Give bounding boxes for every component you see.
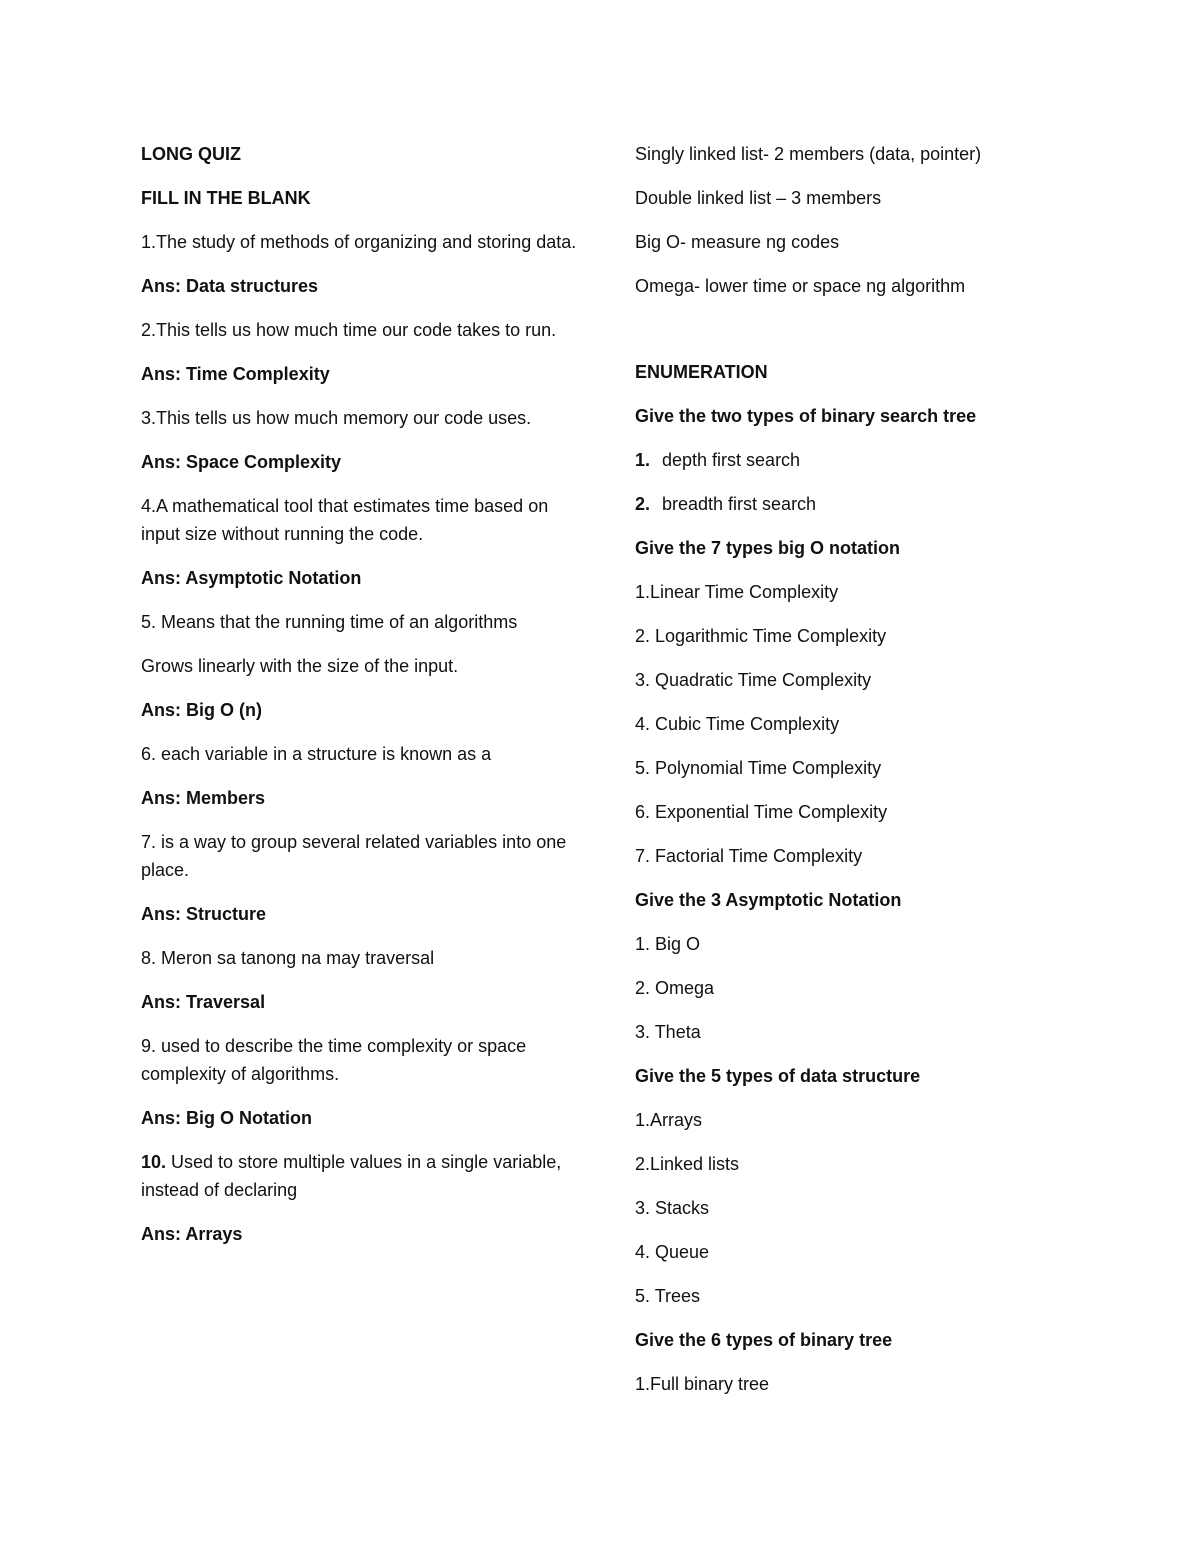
question-5: 5. Means that the running time of an algorithms <box>141 612 518 632</box>
answer-2: Ans: Time Complexity <box>141 364 330 384</box>
enum-text: breadth first search <box>662 494 817 514</box>
note-singly-linked-list: Singly linked list- 2 members (data, pointer) <box>635 144 982 164</box>
list-item: 3. Quadratic Time Complexity <box>635 670 872 690</box>
enum-heading-asymptotic-notation: Give the 3 Asymptotic Notation <box>635 890 902 910</box>
question-6: 6. each variable in a structure is known as a <box>141 744 492 764</box>
note-big-o: Big O- measure ng codes <box>635 232 840 252</box>
enum-item-1 <box>635 446 1065 474</box>
note-omega: Omega- lower time or space ng algorithm <box>635 276 966 296</box>
page-title: LONG QUIZ <box>141 144 241 164</box>
enum-heading-binary-tree-types: Give the 6 types of binary tree <box>635 1330 893 1350</box>
question-8: 8. Meron sa tanong na may traversal <box>141 948 435 968</box>
left-column <box>141 140 581 1264</box>
answer-3: Ans: Space Complexity <box>141 452 342 472</box>
answer-10: Ans: Arrays <box>141 1224 243 1244</box>
list-item: 2.Linked lists <box>635 1154 740 1174</box>
list-item: 6. Exponential Time Complexity <box>635 802 888 822</box>
list-item: 1.Arrays <box>635 1110 703 1130</box>
answer-8: Ans: Traversal <box>141 992 266 1012</box>
answer-4: Ans: Asymptotic Notation <box>141 568 362 588</box>
list-item: 1.Full binary tree <box>635 1374 770 1394</box>
enum-heading-big-o-types: Give the 7 types big O notation <box>635 538 901 558</box>
right-column <box>635 140 1065 1414</box>
question-7: 7. is a way to group several related variables into one place. <box>141 832 567 880</box>
list-item: 4. Cubic Time Complexity <box>635 714 840 734</box>
enum-heading-binary-search-tree: Give the two types of binary search tree <box>635 406 977 426</box>
question-9: 9. used to describe the time complexity or space complexity of algorithms. <box>141 1036 527 1084</box>
list-item: 5. Trees <box>635 1286 701 1306</box>
enum-number: 2. <box>635 494 651 514</box>
blank-spacer <box>635 316 1065 358</box>
question-1: 1.The study of methods of organizing and storing data. <box>141 232 577 252</box>
list-item: 5. Polynomial Time Complexity <box>635 758 882 778</box>
answer-7: Ans: Structure <box>141 904 267 924</box>
answer-9: Ans: Big O Notation <box>141 1108 312 1128</box>
list-item: 7. Factorial Time Complexity <box>635 846 863 866</box>
list-item: 4. Queue <box>635 1242 710 1262</box>
enum-text: depth first search <box>662 450 801 470</box>
answer-6: Ans: Members <box>141 788 266 808</box>
list-item: 1.Linear Time Complexity <box>635 582 839 602</box>
answer-5: Ans: Big O (n) <box>141 700 262 720</box>
list-item: 2. Omega <box>635 978 715 998</box>
question-3: 3.This tells us how much memory our code uses. <box>141 408 532 428</box>
list-item: 1. Big O <box>635 934 701 954</box>
question-2: 2.This tells us how much time our code takes to run. <box>141 320 557 340</box>
note-double-linked-list: Double linked list – 3 members <box>635 188 882 208</box>
enum-heading-data-structure-types: Give the 5 types of data structure <box>635 1066 921 1086</box>
question-10-number: 10. <box>141 1152 167 1172</box>
question-10 <box>141 1148 581 1204</box>
answer-1: Ans: Data structures <box>141 276 319 296</box>
enum-number: 1. <box>635 450 651 470</box>
enum-item-2 <box>635 490 1065 518</box>
list-item: 2. Logarithmic Time Complexity <box>635 626 887 646</box>
question-5-continued: Grows linearly with the size of the input. <box>141 656 459 676</box>
question-4: 4.A mathematical tool that estimates time based on input size without running the code. <box>141 496 549 544</box>
section-heading-fill-in-the-blank: FILL IN THE BLANK <box>141 188 311 208</box>
section-heading-enumeration: ENUMERATION <box>635 362 768 382</box>
list-item: 3. Theta <box>635 1022 701 1042</box>
list-item: 3. Stacks <box>635 1198 710 1218</box>
question-10-text: Used to store multiple values in a single variable, instead of declaring <box>141 1152 562 1200</box>
